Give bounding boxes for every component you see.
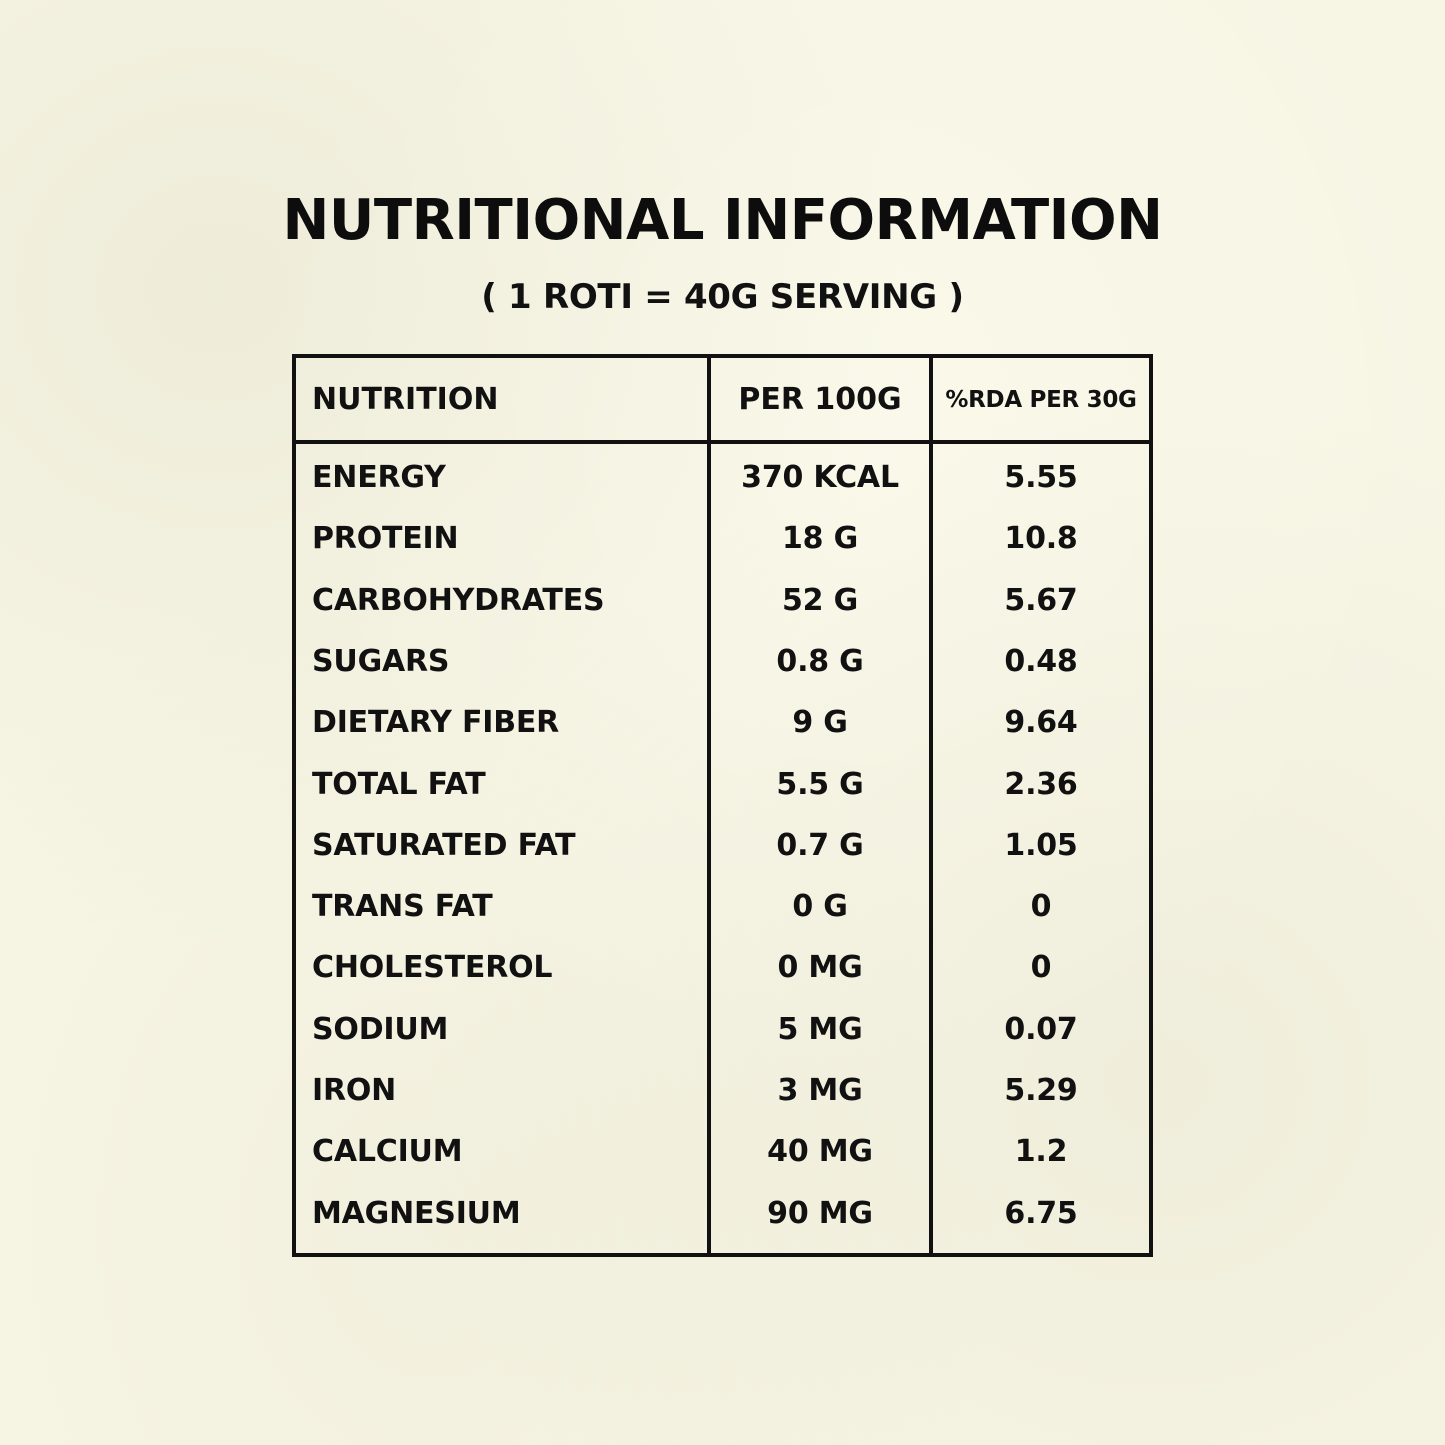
nutrient-name: DIETARY FIBER — [312, 705, 560, 741]
table-row — [296, 508, 1149, 569]
per-100g-value: 0.7 G — [776, 827, 864, 863]
header-divider — [296, 440, 1149, 444]
table-row — [296, 692, 1149, 753]
table-row — [296, 754, 1149, 815]
rda-value: 0 — [1030, 950, 1052, 986]
rda-value: 5.55 — [1004, 460, 1078, 495]
column-header-per-100g: PER 100G — [738, 382, 902, 417]
per-100g-value: 0.8 G — [776, 643, 864, 679]
per-100g-value: 0 MG — [777, 950, 863, 986]
rda-value: 1.05 — [1004, 827, 1078, 863]
table-row — [296, 1060, 1149, 1121]
per-100g-value: 5.5 G — [776, 766, 864, 802]
nutrient-name: PROTEIN — [312, 521, 459, 557]
table-row — [296, 570, 1149, 631]
table-header-row — [296, 358, 1149, 440]
table-row — [296, 876, 1149, 937]
nutrient-name: SATURATED FAT — [312, 827, 576, 863]
rda-value: 5.29 — [1004, 1073, 1078, 1108]
per-100g-value: 90 MG — [767, 1195, 873, 1231]
nutrient-name: CALCIUM — [312, 1134, 463, 1170]
rda-value: 0 — [1030, 889, 1052, 925]
rda-value: 2.36 — [1004, 766, 1078, 802]
rda-value: 0.48 — [1004, 643, 1078, 679]
table-row — [296, 815, 1149, 876]
nutrient-name: CHOLESTEROL — [312, 950, 553, 986]
table-row — [296, 937, 1149, 998]
per-100g-value: 9 G — [792, 705, 848, 741]
nutrient-name: SUGARS — [312, 643, 450, 679]
table-row — [296, 999, 1149, 1060]
table-row — [296, 447, 1149, 508]
per-100g-value: 370 KCAL — [741, 460, 899, 495]
nutrient-name: IRON — [312, 1073, 397, 1108]
table-row — [296, 1183, 1149, 1244]
nutrition-table — [292, 354, 1153, 1257]
per-100g-value: 5 MG — [777, 1011, 863, 1047]
column-header-nutrition: NUTRITION — [312, 382, 499, 417]
rda-value: 5.67 — [1004, 582, 1078, 618]
per-100g-value: 18 G — [781, 521, 859, 557]
rda-value: 0.07 — [1004, 1011, 1078, 1047]
nutrient-name: MAGNESIUM — [312, 1195, 521, 1231]
page-subtitle: ( 1 ROTI = 40G SERVING ) — [481, 277, 964, 317]
table-row — [296, 1121, 1149, 1182]
nutrient-name: SODIUM — [312, 1011, 449, 1047]
column-header-rda: %RDA PER 30G — [945, 387, 1137, 413]
per-100g-value: 0 G — [792, 889, 848, 925]
rda-value: 9.64 — [1004, 705, 1078, 741]
nutrient-name: TOTAL FAT — [312, 766, 486, 802]
rda-value: 1.2 — [1014, 1134, 1068, 1170]
nutrient-name: TRANS FAT — [312, 889, 493, 925]
nutrient-name: ENERGY — [312, 460, 446, 495]
per-100g-value: 40 MG — [767, 1134, 873, 1170]
rda-value: 6.75 — [1004, 1195, 1078, 1231]
page-title: NUTRITIONAL INFORMATION — [282, 188, 1163, 253]
table-row — [296, 631, 1149, 692]
per-100g-value: 3 MG — [777, 1073, 863, 1108]
rda-value: 10.8 — [1004, 521, 1078, 557]
nutrient-name: CARBOHYDRATES — [312, 582, 605, 618]
per-100g-value: 52 G — [781, 582, 859, 618]
